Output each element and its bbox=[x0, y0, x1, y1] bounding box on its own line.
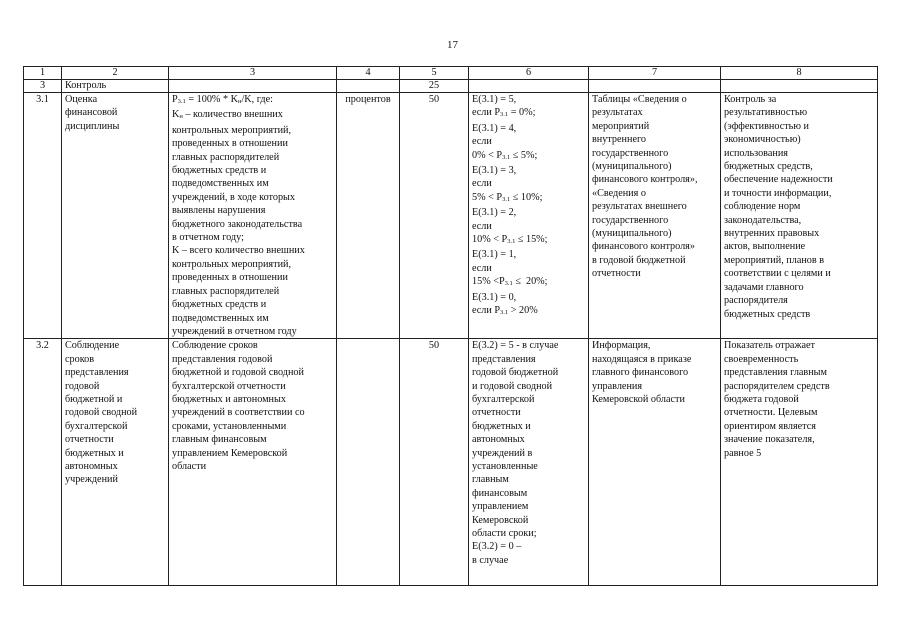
cell-line-7: и точности информации, bbox=[724, 187, 832, 199]
cell-line-0: Соблюдение сроков bbox=[172, 340, 258, 352]
section-empty-3 bbox=[169, 80, 337, 93]
cell-line-4: использования bbox=[724, 147, 788, 159]
formula-line-5: бюджетных средств и bbox=[172, 165, 267, 177]
formula-line-9: бюджетного законодательства bbox=[172, 218, 303, 230]
score-line-12: если bbox=[472, 262, 492, 274]
cell-line-3: внутреннего bbox=[592, 134, 646, 146]
cell-line-0: Контроль за bbox=[724, 94, 777, 105]
table-row-3-1 bbox=[24, 93, 878, 339]
cell-line-5: (муниципального) bbox=[592, 161, 672, 173]
header-cell-4: 4 bbox=[337, 67, 400, 80]
score-line-4: $0\% < P_{3.1} \le 5\%$; bbox=[472, 149, 538, 161]
cell-line-3: экономичностью) bbox=[724, 134, 801, 146]
cell-line-9: области bbox=[172, 460, 207, 472]
formula-line-4: главных распорядителей bbox=[172, 151, 280, 163]
cell-line-7: значение показателя, bbox=[724, 434, 815, 446]
indicator-formula bbox=[169, 93, 337, 339]
header-cell-7: 7 bbox=[589, 67, 721, 80]
indicator-score bbox=[469, 339, 589, 586]
cell-line-8: соблюдение норм bbox=[724, 201, 801, 213]
cell-line-4: бюджетной и bbox=[65, 393, 123, 405]
cell-line-4: бюджета годовой bbox=[724, 393, 799, 405]
header-cell-6: 6 bbox=[469, 67, 589, 80]
cell-line-4: бюджетных и автономных bbox=[172, 393, 286, 405]
cell-line-15: E(3.2) = 0 – bbox=[472, 541, 522, 553]
cell-line-6: ориентиром является bbox=[724, 420, 816, 432]
cell-line-2: (эффективностью и bbox=[724, 120, 809, 132]
cell-line-11: актов, выполнение bbox=[724, 241, 806, 253]
cell-line-7: «Сведения о bbox=[592, 187, 646, 199]
indicator-source bbox=[589, 339, 721, 586]
cell-line-0: Соблюдение bbox=[65, 340, 120, 352]
cell-line-0: Таблицы «Сведения о bbox=[592, 94, 687, 105]
cell-line-5: бюджетных средств, bbox=[724, 161, 813, 173]
indicator-unit: процентов bbox=[337, 93, 400, 339]
cell-line-2: главного финансового bbox=[592, 367, 689, 379]
cell-line-6: бухгалтерской bbox=[65, 420, 128, 432]
score-line-1: если $P_{3.1} = 0\%$; bbox=[472, 107, 536, 119]
cell-line-3: годовой bbox=[65, 380, 100, 392]
cell-line-9: автономных bbox=[65, 460, 118, 472]
cell-line-10: внутренних правовых bbox=[724, 228, 820, 240]
cell-line-8: результатах внешнего bbox=[592, 201, 687, 213]
cell-line-8: бюджетных и bbox=[65, 447, 124, 459]
indicator-comment bbox=[721, 93, 878, 339]
cell-line-13: Кемеровской bbox=[472, 514, 529, 526]
cell-line-5: отчетности. Целевым bbox=[724, 407, 818, 419]
formula-line-16: подведомственных им bbox=[172, 312, 269, 324]
cell-line-11: финансового контроля» bbox=[592, 241, 695, 253]
indicators-table bbox=[23, 66, 878, 586]
cell-line-2: годовой бюджетной bbox=[472, 367, 559, 379]
formula-line-12: контрольных мероприятий, bbox=[172, 258, 292, 270]
section-name: Контроль bbox=[62, 80, 169, 93]
cell-line-2: представления bbox=[65, 367, 129, 379]
cell-line-2: мероприятий bbox=[592, 120, 650, 132]
row-num: 3.1 bbox=[24, 93, 62, 339]
header-row bbox=[24, 67, 878, 80]
cell-line-5: учреждений в соответствии со bbox=[172, 407, 305, 419]
cell-line-1: находящаяся в приказе bbox=[592, 353, 692, 365]
cell-line-4: государственного bbox=[592, 147, 669, 159]
cell-line-3: бухгалтерской отчетности bbox=[172, 380, 286, 392]
cell-line-0: E(3.2) = 5 - в случае bbox=[472, 340, 559, 352]
cell-line-14: области сроки; bbox=[472, 528, 537, 539]
page-number: 17 bbox=[447, 39, 458, 51]
cell-line-2: бюджетной и годовой сводной bbox=[172, 367, 304, 379]
cell-line-2: дисциплины bbox=[65, 120, 120, 132]
cell-line-1: представления годовой bbox=[172, 353, 273, 365]
cell-line-12: управлением bbox=[472, 501, 529, 513]
score-line-6: если bbox=[472, 178, 492, 190]
indicator-name bbox=[62, 93, 169, 339]
cell-line-3: распорядителем средств bbox=[724, 380, 830, 392]
formula-line-15: бюджетных средств и bbox=[172, 299, 267, 311]
cell-line-0: Оценка bbox=[65, 94, 98, 105]
cell-line-13: соответствии с целями и bbox=[724, 268, 831, 280]
formula-line-2: контрольных мероприятий, bbox=[172, 124, 292, 136]
header-cell-8: 8 bbox=[721, 67, 878, 80]
cell-line-15: распорядителя bbox=[724, 295, 788, 307]
header-cell-1: 1 bbox=[24, 67, 62, 80]
section-weight: 25 bbox=[400, 80, 469, 93]
header-cell-3: 3 bbox=[169, 67, 337, 80]
cell-line-6: сроками, установленными bbox=[172, 420, 287, 432]
cell-line-7: главным финансовым bbox=[172, 434, 267, 446]
cell-line-1: финансовой bbox=[65, 107, 118, 119]
indicator-unit bbox=[337, 339, 400, 586]
indicator-score bbox=[469, 93, 589, 339]
section-empty-6 bbox=[469, 80, 589, 93]
indicator-comment bbox=[721, 339, 878, 586]
formula-line-17: учреждений в отчетном году bbox=[172, 325, 297, 337]
cell-line-10: учреждений bbox=[65, 474, 118, 486]
cell-line-2: представления главным bbox=[724, 367, 827, 379]
cell-line-5: отчетности bbox=[472, 407, 521, 419]
cell-line-1: представления bbox=[472, 353, 536, 365]
score-line-9: если bbox=[472, 220, 492, 232]
cell-line-8: равное 5 bbox=[724, 447, 762, 459]
section-empty-4 bbox=[337, 80, 400, 93]
score-line-13: $15\% <P_{3.1} \le 20\%$; bbox=[472, 276, 548, 288]
score-line-8: E(3.1) = 2, bbox=[472, 207, 517, 219]
cell-line-4: Кемеровской области bbox=[592, 393, 685, 405]
formula-line-13: проведенных в отношении bbox=[172, 272, 288, 284]
formula-line-6: подведомственных им bbox=[172, 178, 269, 190]
cell-line-8: управлением Кемеровской bbox=[172, 447, 288, 459]
cell-line-12: мероприятий, планов в bbox=[724, 254, 825, 266]
score-line-0: E(3.1) = 5, bbox=[472, 94, 517, 105]
cell-line-3: управления bbox=[592, 380, 643, 392]
cell-line-6: обеспечение надежности bbox=[724, 174, 833, 186]
cell-line-0: Информация, bbox=[592, 340, 651, 352]
cell-line-9: законодательства, bbox=[724, 214, 802, 226]
cell-line-5: годовой сводной bbox=[65, 407, 138, 419]
cell-line-11: финансовым bbox=[472, 487, 528, 499]
cell-line-8: учреждений в bbox=[472, 447, 533, 459]
cell-line-1: своевременность bbox=[724, 353, 799, 365]
cell-line-1: результативностью bbox=[724, 107, 808, 119]
formula-line-10: в отчетном году; bbox=[172, 232, 244, 244]
formula-line-0: $P_{3.1} = 100\% * K_н/K$, где: bbox=[172, 94, 273, 105]
row-num: 3.2 bbox=[24, 339, 62, 586]
formula-line-8: выявлены нарушения bbox=[172, 205, 266, 217]
score-line-7: $5\% < P_{3.1} \le 10\%$; bbox=[472, 191, 543, 203]
cell-line-10: главным bbox=[472, 474, 509, 486]
score-line-14: E(3.1) = 0, bbox=[472, 291, 517, 303]
formula-line-7: учреждений, в ходе которых bbox=[172, 191, 295, 203]
cell-line-7: автономных bbox=[472, 434, 525, 446]
section-num: 3 bbox=[24, 80, 62, 93]
section-row bbox=[24, 80, 878, 93]
score-line-3: если bbox=[472, 136, 492, 148]
formula-line-14: главных распорядителей bbox=[172, 285, 280, 297]
cell-line-12: в годовой бюджетной bbox=[592, 254, 686, 266]
indicator-formula bbox=[169, 339, 337, 586]
cell-line-4: бухгалтерской bbox=[472, 393, 535, 405]
cell-line-14: задачами главного bbox=[724, 281, 804, 293]
indicator-weight: 50 bbox=[400, 339, 469, 586]
cell-line-16: в случае bbox=[472, 554, 509, 566]
cell-line-6: финансового контроля», bbox=[592, 174, 698, 186]
formula-line-1: $K_н$ – количество внешних bbox=[172, 109, 283, 121]
cell-line-10: (муниципального) bbox=[592, 228, 672, 240]
header-cell-2: 2 bbox=[62, 67, 169, 80]
cell-line-16: бюджетных средств bbox=[724, 308, 811, 320]
section-empty-8 bbox=[721, 80, 878, 93]
score-line-11: E(3.1) = 1, bbox=[472, 249, 517, 261]
score-line-15: если $P_{3.1} > 20\%$ bbox=[472, 305, 538, 317]
indicator-weight: 50 bbox=[400, 93, 469, 339]
cell-line-1: сроков bbox=[65, 353, 95, 365]
cell-line-6: бюджетных и bbox=[472, 420, 531, 432]
indicator-source bbox=[589, 93, 721, 339]
cell-line-9: установленные bbox=[472, 460, 538, 472]
section-empty-7 bbox=[589, 80, 721, 93]
score-line-5: E(3.1) = 3, bbox=[472, 165, 517, 177]
cell-line-9: государственного bbox=[592, 214, 669, 226]
cell-line-1: результатах bbox=[592, 107, 643, 119]
score-line-10: $10\% < P_{3.1} \le 15\%$; bbox=[472, 234, 548, 246]
formula-line-3: проведенных в отношении bbox=[172, 138, 288, 150]
cell-line-3: и годовой сводной bbox=[472, 380, 553, 392]
header-cell-5: 5 bbox=[400, 67, 469, 80]
table-row-3-2 bbox=[24, 339, 878, 586]
cell-line-7: отчетности bbox=[65, 434, 114, 446]
indicator-name bbox=[62, 339, 169, 586]
cell-line-13: отчетности bbox=[592, 268, 641, 280]
score-line-2: E(3.1) = 4, bbox=[472, 122, 517, 134]
formula-line-11: K – всего количество внешних bbox=[172, 245, 305, 257]
cell-line-0: Показатель отражает bbox=[724, 340, 815, 352]
